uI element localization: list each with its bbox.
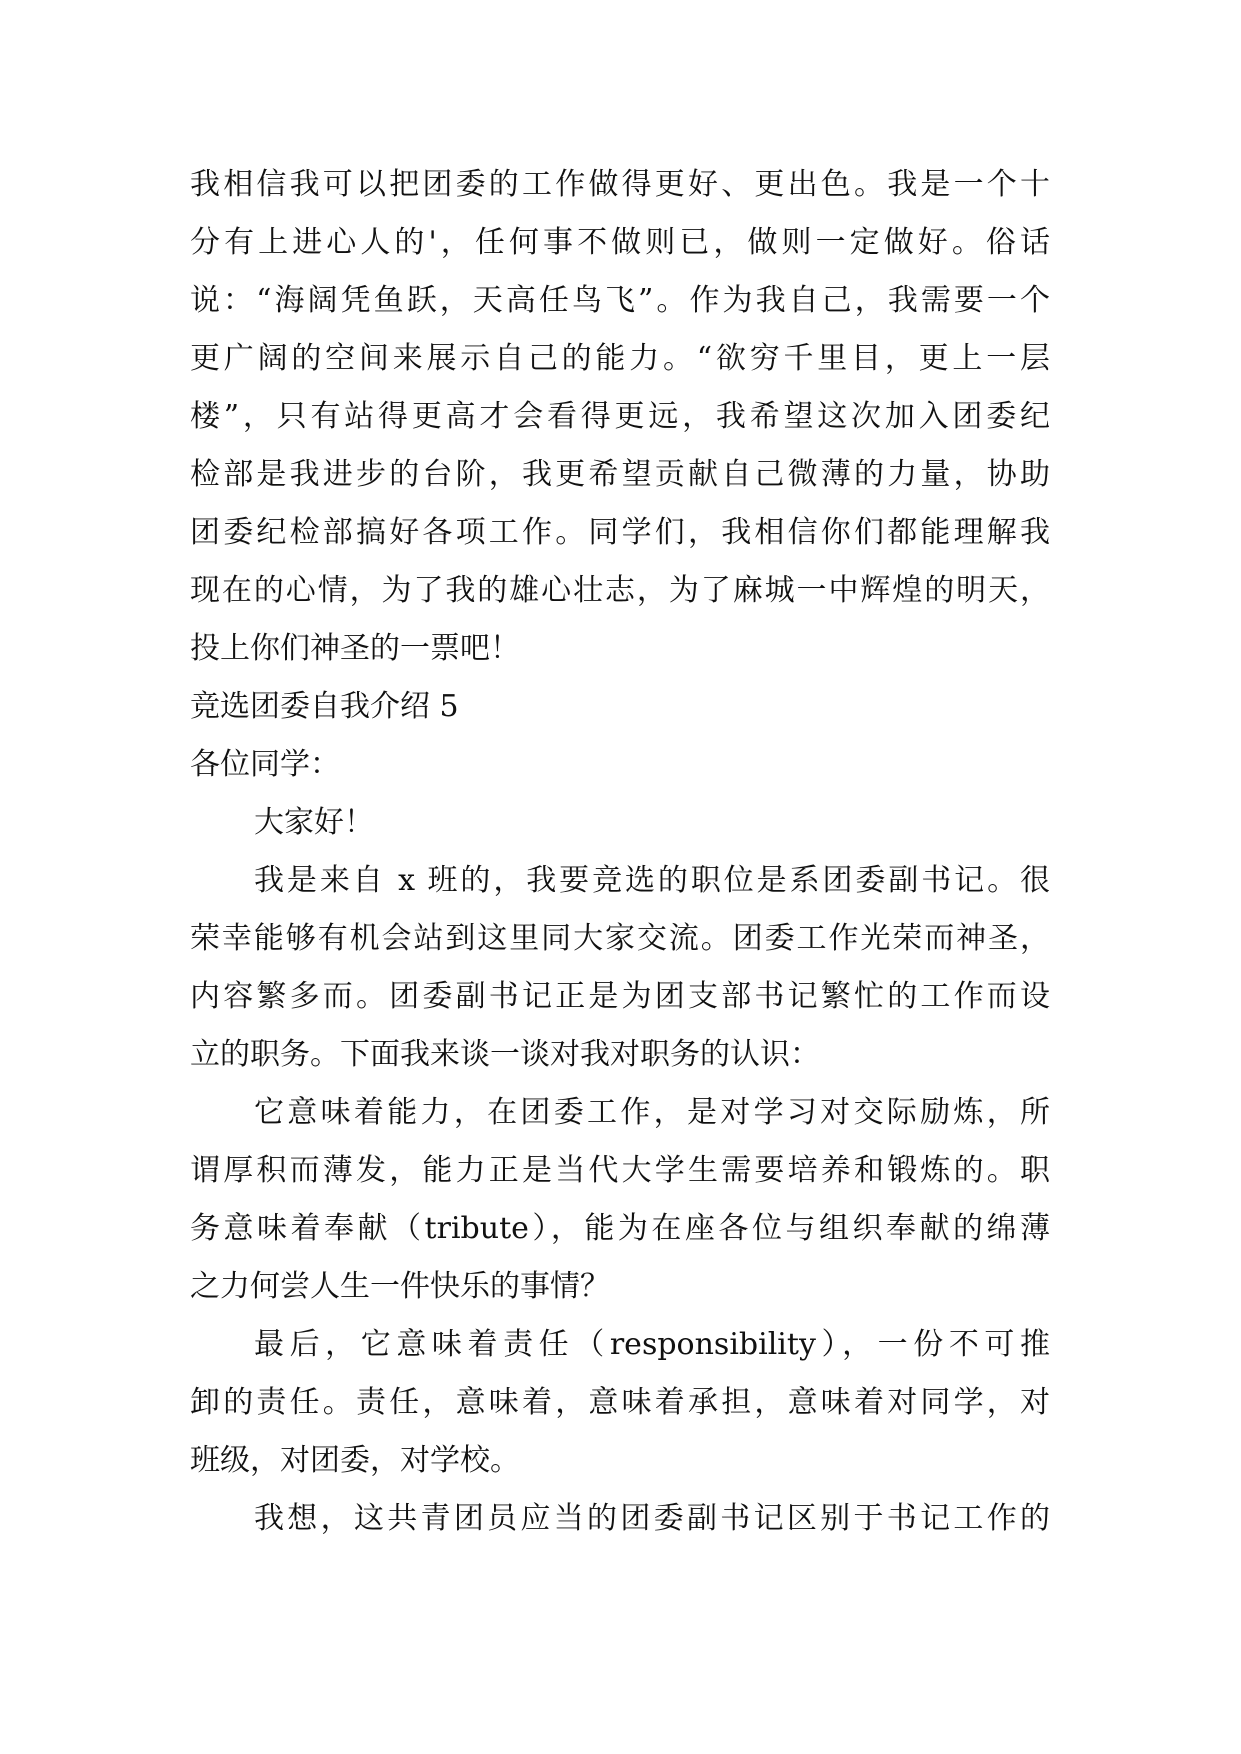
text-line-20: 之力何尝人生一件快乐的事情？ bbox=[190, 1269, 610, 1304]
text-line-18: 谓厚积而薄发，能力正是当代大学生需要培养和锻炼的。职 bbox=[190, 1153, 1050, 1188]
text-line-17: 它意味着能力，在团委工作，是对学习对交际励炼，所 bbox=[254, 1095, 1050, 1130]
text-line-19: 务意味着奉献（tribute），能为在座各位与组织奉献的绵薄 bbox=[190, 1211, 1050, 1246]
text-line-14: 荣幸能够有机会站到这里同大家交流。团委工作光荣而神圣， bbox=[190, 921, 1050, 956]
text-line-16: 立的职务。下面我来谈一谈对我对职务的认识： bbox=[190, 1037, 820, 1072]
text-line-9: 投上你们神圣的一票吧！ bbox=[190, 631, 520, 666]
greeting: 大家好！ bbox=[254, 805, 374, 840]
text-line-6: 检部是我进步的台阶，我更希望贡献自己微薄的力量，协助 bbox=[190, 457, 1050, 492]
text-line-7: 团委纪检部搞好各项工作。同学们，我相信你们都能理解我 bbox=[190, 515, 1050, 550]
text-line-5: 楼”，只有站得更高才会看得更远，我希望这次加入团委纪 bbox=[190, 399, 1050, 434]
document-body bbox=[190, 156, 1050, 1548]
text-line-15: 内容繁多而。团委副书记正是为团支部书记繁忙的工作而设 bbox=[190, 979, 1050, 1014]
text-line-4: 更广阔的空间来展示自己的能力。“欲穷千里目，更上一层 bbox=[190, 341, 1050, 376]
section-heading: 竞选团委自我介绍 5 bbox=[190, 689, 459, 724]
text-line-21: 最后，它意味着责任（responsibility），一份不可推 bbox=[254, 1327, 1050, 1362]
text-line-23: 班级，对团委，对学校。 bbox=[190, 1443, 520, 1478]
text-line-2: 分有上进心人的'，任何事不做则已，做则一定做好。俗话 bbox=[190, 225, 1050, 260]
text-line-24: 我想，这共青团员应当的团委副书记区别于书记工作的 bbox=[254, 1501, 1050, 1536]
text-line-1: 我相信我可以把团委的工作做得更好、更出色。我是一个十 bbox=[190, 167, 1050, 202]
text-line-22: 卸的责任。责任，意味着，意味着承担，意味着对同学，对 bbox=[190, 1385, 1050, 1420]
text-line-3: 说：“海阔凭鱼跃，天高任鸟飞”。作为我自己，我需要一个 bbox=[190, 283, 1050, 318]
text-line-13: 我是来自 x 班的，我要竞选的职位是系团委副书记。很 bbox=[254, 863, 1050, 898]
salutation: 各位同学： bbox=[190, 747, 340, 782]
text-line-8: 现在的心情，为了我的雄心壮志，为了麻城一中辉煌的明天， bbox=[190, 573, 1050, 608]
